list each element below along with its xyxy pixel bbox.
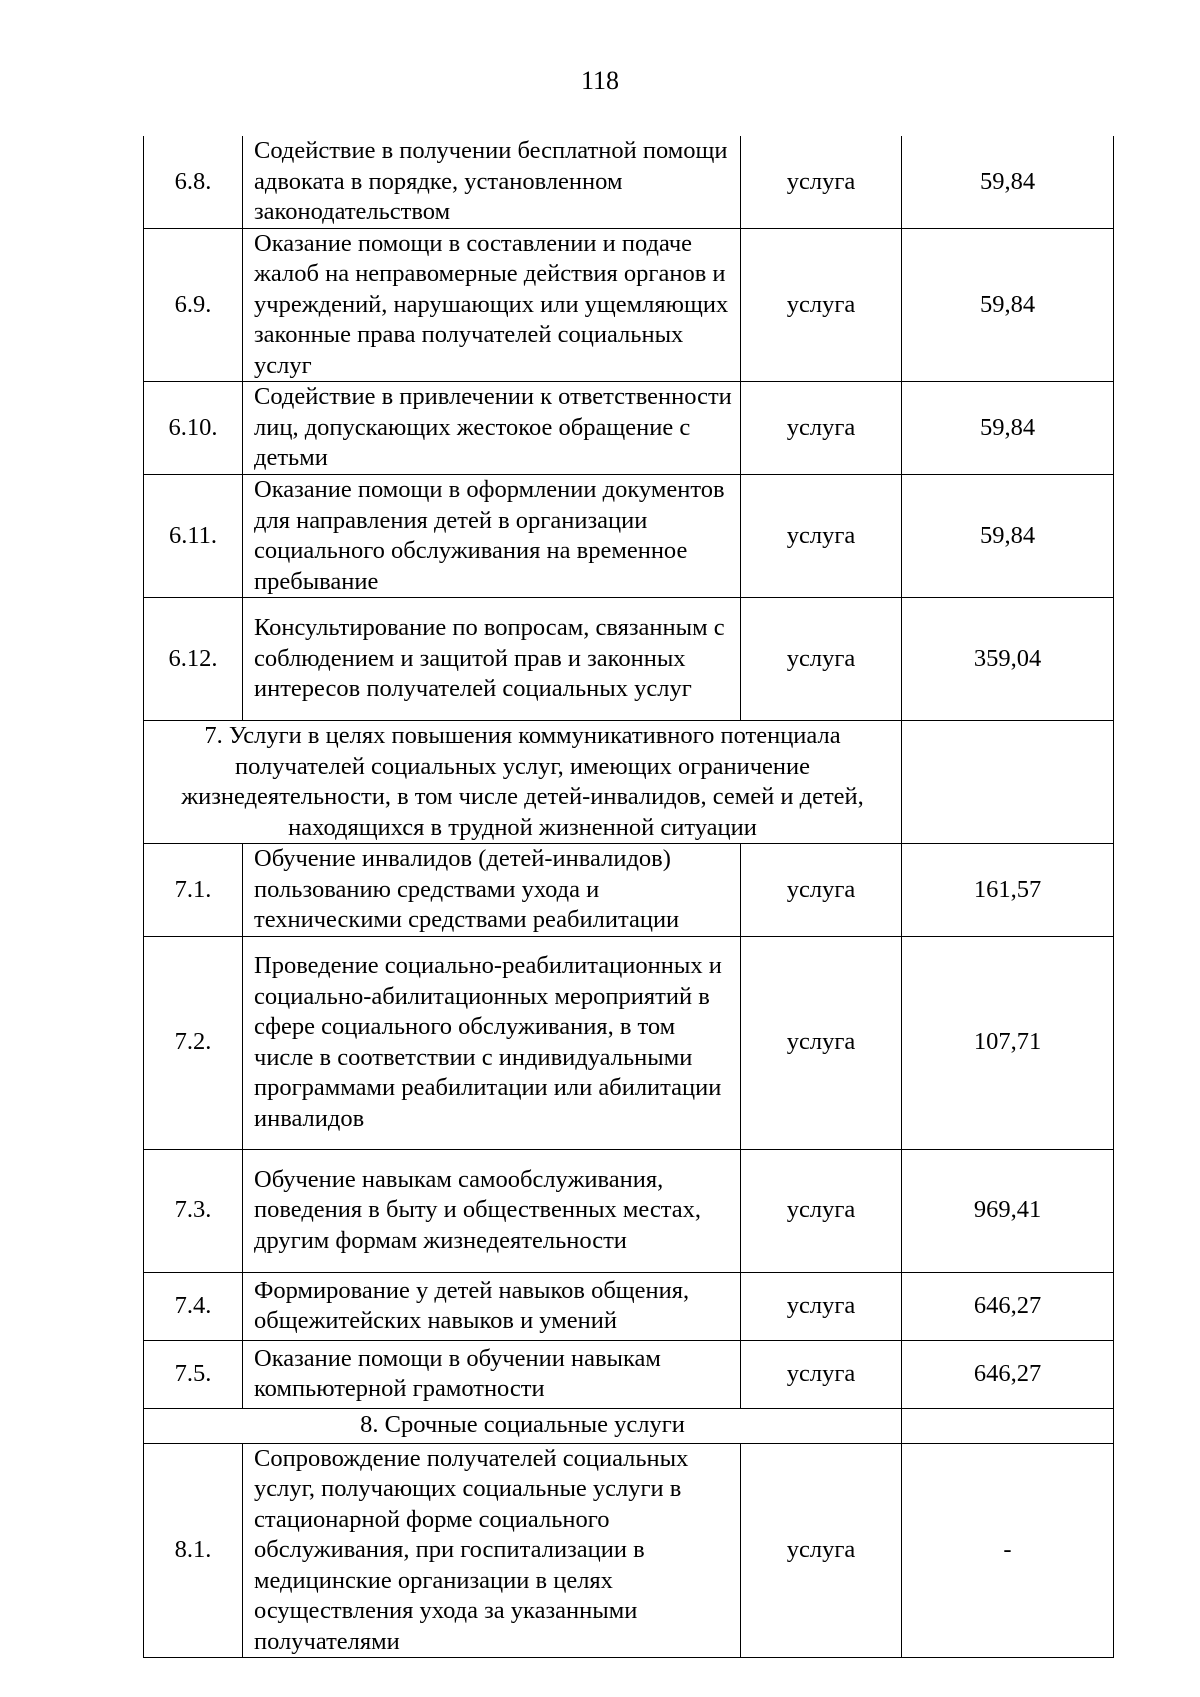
unit-of-measure: услуга	[741, 844, 902, 937]
unit-of-measure: услуга	[741, 598, 902, 721]
service-name: Оказание помощи в обучении навыкам компьютерной грамотности	[243, 1340, 741, 1408]
unit-of-measure: услуга	[741, 1443, 902, 1658]
table-row	[144, 936, 1114, 1149]
service-name: Содействие в получении бесплатной помощи адвоката в порядке, установленном законодательством	[243, 136, 741, 228]
item-number: 6.9.	[144, 228, 243, 382]
table-row	[144, 228, 1114, 382]
tariff-value: 59,84	[902, 475, 1114, 598]
table-row	[144, 1272, 1114, 1340]
table-row	[144, 598, 1114, 721]
item-number: 6.12.	[144, 598, 243, 721]
unit-of-measure: услуга	[741, 382, 902, 475]
tariff-value: 646,27	[902, 1272, 1114, 1340]
service-name: Обучение навыкам самообслуживания, поведения в быту и общественных местах, другим формам жизнедеятельности	[243, 1149, 741, 1272]
unit-of-measure: услуга	[741, 475, 902, 598]
service-name: Консультирование по вопросам, связанным с соблюдением и защитой прав и законных интересов получателей социальных услуг	[243, 598, 741, 721]
tariff-value: 969,41	[902, 1149, 1114, 1272]
tariff-value: 59,84	[902, 136, 1114, 228]
table-row	[144, 1443, 1114, 1658]
unit-of-measure: услуга	[741, 1149, 902, 1272]
service-name: Содействие в привлечении к ответственности лиц, допускающих жестокое обращение с детьми	[243, 382, 741, 475]
tariff-value: 59,84	[902, 382, 1114, 475]
item-number: 7.3.	[144, 1149, 243, 1272]
tariff-value: 107,71	[902, 936, 1114, 1149]
table-row	[144, 475, 1114, 598]
table-row	[144, 844, 1114, 937]
service-name: Формирование у детей навыков общения, общежитейских навыков и умений	[243, 1272, 741, 1340]
service-name: Оказание помощи в оформлении документов для направления детей в организации социального обслуживания на временное пребывание	[243, 475, 741, 598]
service-name: Сопровождение получателей социальных услуг, получающих социальные услуги в стационарной форме социального обслуживания, при госпитализации в медицинские организации в целях осуществления ухода за указанными получателями	[243, 1443, 741, 1658]
item-number: 7.1.	[144, 844, 243, 937]
section-title: 8. Срочные социальные услуги	[144, 1408, 902, 1443]
table-row	[144, 136, 1114, 228]
item-number: 8.1.	[144, 1443, 243, 1658]
unit-of-measure: услуга	[741, 1272, 902, 1340]
services-table-body	[144, 136, 1114, 1658]
item-number: 7.5.	[144, 1340, 243, 1408]
tariff-value: 59,84	[902, 228, 1114, 382]
section-header-row	[144, 1408, 1114, 1443]
section-header-row	[144, 721, 1114, 844]
item-number: 6.10.	[144, 382, 243, 475]
unit-of-measure: услуга	[741, 228, 902, 382]
item-number: 6.11.	[144, 475, 243, 598]
table-row	[144, 1340, 1114, 1408]
item-number: 6.8.	[144, 136, 243, 228]
unit-of-measure: услуга	[741, 1340, 902, 1408]
table-row	[144, 382, 1114, 475]
unit-of-measure: услуга	[741, 936, 902, 1149]
table-row	[144, 1149, 1114, 1272]
tariff-value: 359,04	[902, 598, 1114, 721]
service-name: Оказание помощи в составлении и подаче жалоб на неправомерные действия органов и учреждений, нарушающих или ущемляющих законные права получателей социальных услуг	[243, 228, 741, 382]
item-number: 7.2.	[144, 936, 243, 1149]
service-name: Проведение социально-реабилитационных и социально-абилитационных мероприятий в сфере социального обслуживания, в том числе в соответствии с индивидуальными программами реабилитации или абилитации инвалидов	[243, 936, 741, 1149]
section-title: 7. Услуги в целях повышения коммуникативного потенциала получателей социальных услуг, имеющих ограничение жизнедеятельности, в том числе детей-инвалидов, семей и детей, находящихся в трудной жизненной ситуации	[144, 721, 902, 844]
item-number: 7.4.	[144, 1272, 243, 1340]
tariff-value: 161,57	[902, 844, 1114, 937]
section-empty-cell	[902, 1408, 1114, 1443]
tariff-value: -	[902, 1443, 1114, 1658]
services-table	[143, 136, 1114, 1658]
tariff-value: 646,27	[902, 1340, 1114, 1408]
unit-of-measure: услуга	[741, 136, 902, 228]
service-name: Обучение инвалидов (детей-инвалидов) пользованию средствами ухода и техническими средствами реабилитации	[243, 844, 741, 937]
section-empty-cell	[902, 721, 1114, 844]
page-number: 118	[580, 66, 620, 95]
